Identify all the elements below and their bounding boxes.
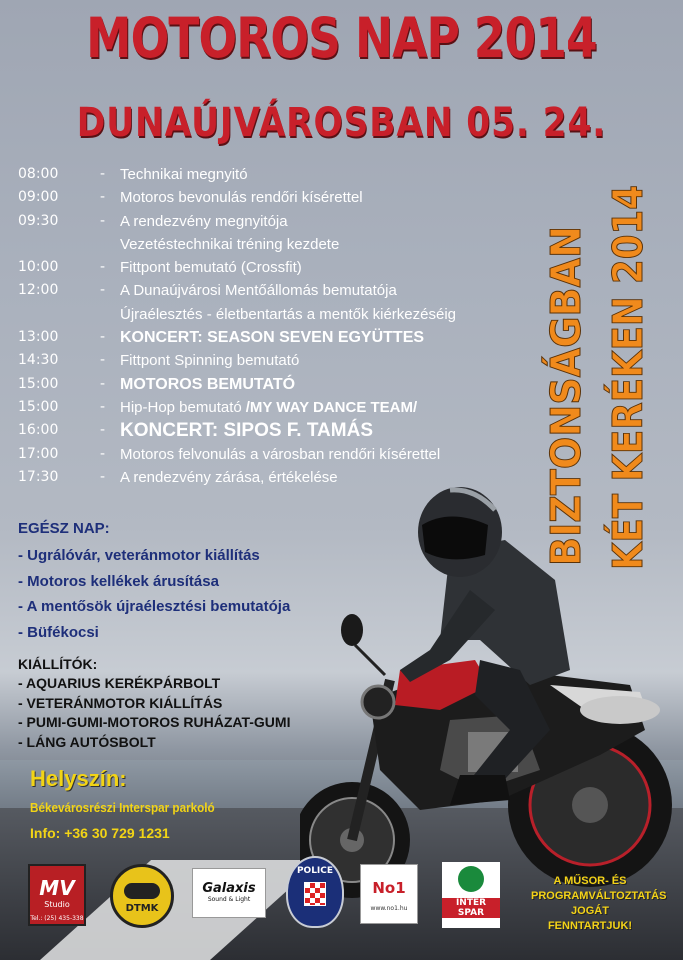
exhibitor-item: - AQUARIUS KERÉKPÁRBOLT — [18, 675, 221, 691]
schedule-event-text: MOTOROS BEMUTATÓ — [120, 375, 296, 393]
schedule-row — [18, 396, 538, 419]
schedule-dash: - — [100, 282, 106, 299]
no1-logo — [360, 864, 418, 924]
schedule-row — [18, 256, 538, 279]
schedule-event — [120, 419, 373, 442]
schedule-row — [18, 326, 538, 349]
schedule-event — [120, 443, 440, 466]
schedule-event-text: Hip-Hop bemutató — [120, 398, 242, 416]
interspar-logo-line2: SPAR — [442, 908, 500, 918]
schedule-event — [120, 279, 397, 302]
sponsor-logos — [0, 852, 683, 932]
vertical-slogan-line2: KÉT KERÉKEN 2014 — [604, 178, 652, 570]
schedule-dash: - — [100, 422, 106, 439]
mv-logo-name: MV — [39, 876, 75, 900]
all-day-item: - Büfékocsi — [18, 623, 99, 641]
schedule-row — [18, 233, 538, 256]
no1-logo-name: No1 — [372, 879, 406, 897]
disclaimer-line: PROGRAMVÁLTOZTATÁS — [531, 890, 667, 902]
schedule-list — [18, 163, 538, 489]
venue-section — [30, 766, 235, 841]
croatian-shield-icon — [304, 882, 326, 906]
schedule-event-text: Technikai megnyitó — [120, 166, 248, 183]
schedule-event-text: Újraélesztés - életbentartás a mentők kiérkezéséig — [120, 305, 456, 323]
schedule-event-text: Motoros bevonulás rendőri kísérettel — [120, 189, 363, 207]
dtmk-logo — [110, 864, 174, 928]
schedule-time: 09:30 — [18, 212, 59, 229]
schedule-time: 10:00 — [18, 259, 59, 276]
schedule-time: 12:00 — [18, 282, 59, 299]
dtmk-motorcycle-icon — [124, 883, 160, 899]
mv-logo-sub: Studio — [44, 900, 70, 909]
schedule-time: 13:00 — [18, 329, 59, 346]
vertical-slogan-line1: BIZTONSÁGBAN — [542, 200, 590, 566]
mv-logo-phone: Tel.: (25) 435-338 — [30, 915, 84, 922]
schedule-time: 14:30 — [18, 352, 59, 369]
schedule-time: 08:00 — [18, 166, 59, 182]
exhibitor-item: - PUMI-GUMI-MOTOROS RUHÁZAT-GUMI — [18, 714, 291, 730]
schedule-event — [120, 163, 248, 186]
galaxis-logo-sub: Sound & Light — [207, 896, 251, 903]
schedule-row — [18, 373, 538, 396]
all-day-item: - A mentősök újraélesztési bemutatója — [18, 598, 291, 615]
schedule-event — [120, 349, 299, 372]
schedule-dash: - — [100, 166, 106, 182]
schedule-row — [18, 186, 538, 209]
all-day-item: - Motoros kellékek árusítása — [18, 572, 219, 590]
no1-logo-web: www.no1.hu — [370, 905, 408, 912]
disclaimer-line: A MŰSOR- ÉS — [553, 875, 627, 887]
poster-subtitle: DUNAÚJVÁROSBAN 05. 24. — [76, 100, 607, 146]
venue-info-phone: Info: +36 30 729 1231 — [30, 825, 170, 841]
schedule-time: 17:00 — [18, 445, 59, 462]
schedule-time: 17:30 — [18, 468, 59, 485]
schedule-event-extra: /MY WAY DANCE TEAM/ — [245, 398, 418, 416]
police-logo-name: POLICE — [296, 866, 334, 876]
schedule-event-text: KONCERT: SEASON SEVEN EGYÜTTES — [120, 329, 425, 347]
schedule-row — [18, 443, 538, 466]
schedule-time: 15:00 — [18, 375, 59, 392]
exhibitors-section — [18, 656, 290, 752]
exhibitor-item: - VETERÁNMOTOR KIÁLLÍTÁS — [18, 694, 223, 711]
schedule-event-text: A rendezvény zárása, értékelése — [120, 468, 338, 486]
schedule-event — [120, 303, 456, 326]
schedule-row — [18, 303, 538, 326]
schedule-row — [18, 163, 538, 186]
disclaimer-line: JOGÁT FENNTARTJUK! — [547, 905, 633, 932]
schedule-dash: - — [100, 259, 106, 276]
exhibitor-item: - LÁNG AUTÓSBOLT — [18, 733, 156, 750]
schedule-row — [18, 419, 538, 442]
galaxis-logo-name: Galaxis — [202, 881, 256, 896]
exhibitors-heading: KIÁLLÍTÓK: — [18, 656, 98, 672]
venue-heading: Helyszín: — [30, 766, 127, 791]
schedule-dash: - — [100, 329, 106, 346]
schedule-dash: - — [100, 352, 106, 369]
schedule-dash: - — [100, 375, 106, 392]
schedule-event-text: A Dunaújvárosi Mentőállomás bemutatója — [120, 282, 397, 300]
schedule-time: 15:00 — [18, 398, 59, 415]
schedule-event — [120, 233, 339, 256]
schedule-dash: - — [100, 189, 106, 206]
dtmk-logo-name: DTMK — [125, 903, 159, 914]
schedule-event-text: KONCERT: SIPOS F. TAMÁS — [120, 420, 373, 442]
schedule-event-text: Fittpont bemutató (Crossfit) — [120, 259, 302, 277]
all-day-item: - Ugrálóvár, veteránmotor kiállítás — [18, 547, 260, 564]
schedule-row — [18, 210, 538, 233]
schedule-event — [120, 210, 288, 233]
galaxis-logo — [192, 868, 266, 918]
schedule-event-text: Motoros felvonulás a városban rendőri kísérettel — [120, 445, 441, 463]
mv-studio-logo — [28, 864, 86, 926]
schedule-dash: - — [100, 398, 106, 415]
schedule-dash: - — [100, 468, 106, 485]
schedule-row — [18, 349, 538, 372]
schedule-dash: - — [100, 212, 106, 229]
schedule-event — [120, 256, 302, 279]
spar-tree-icon — [458, 866, 484, 892]
schedule-event-text: A rendezvény megnyitója — [120, 212, 288, 230]
schedule-event — [120, 373, 295, 396]
all-day-heading: EGÉSZ NAP: — [18, 520, 110, 537]
schedule-event-text: Vezetéstechnikai tréning kezdete — [120, 235, 340, 253]
venue-address: Békevárosrészi Interspar parkoló — [30, 800, 215, 815]
schedule-dash: - — [100, 445, 106, 462]
schedule-time: 09:00 — [18, 189, 59, 206]
schedule-event — [120, 396, 417, 419]
schedule-event — [120, 326, 424, 349]
schedule-event-text: Fittpont Spinning bemutató — [120, 352, 300, 370]
all-day-section — [18, 520, 290, 645]
poster-title: MOTOROS NAP 2014 — [86, 6, 597, 70]
interspar-logo-line1: INTER — [442, 898, 500, 908]
police-logo — [286, 856, 344, 928]
schedule-event — [120, 186, 363, 209]
schedule-row — [18, 279, 538, 302]
schedule-time: 16:00 — [18, 422, 59, 439]
interspar-logo — [442, 862, 500, 928]
